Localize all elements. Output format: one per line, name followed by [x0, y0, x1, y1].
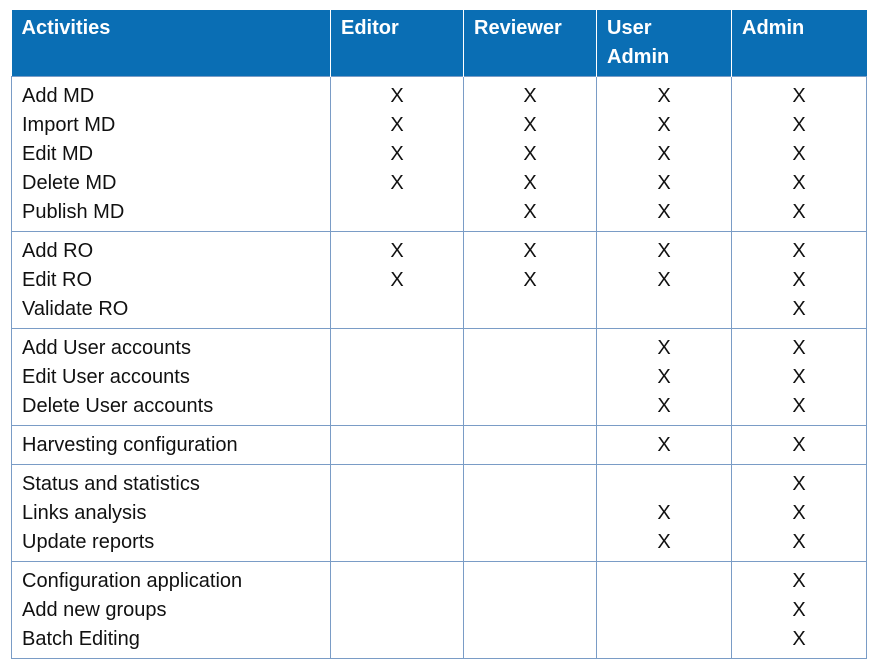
- reviewer-cell: [464, 465, 597, 562]
- activities-cell: [12, 562, 331, 659]
- activity: Add new groups: [22, 599, 167, 621]
- reviewer-mark: [474, 431, 586, 460]
- activity: Edit MD: [22, 143, 94, 165]
- user-admin-mark: X: [657, 114, 671, 136]
- activity: Delete User accounts: [22, 395, 214, 417]
- admin-mark: X: [792, 628, 806, 650]
- editor-mark: X: [390, 172, 404, 194]
- editor-mark: X: [390, 240, 404, 262]
- admin-mark: X: [792, 114, 806, 136]
- activity: Validate RO: [22, 298, 129, 320]
- admin-cell: [732, 232, 867, 329]
- admin-mark: X: [792, 570, 806, 592]
- editor-mark: [341, 295, 453, 324]
- user-admin-mark: X: [657, 337, 671, 359]
- user-admin-mark: [607, 470, 721, 499]
- editor-cell: [331, 426, 464, 465]
- reviewer-cell: [464, 426, 597, 465]
- activity: Import MD: [22, 114, 116, 136]
- reviewer-mark: X: [523, 201, 537, 223]
- editor-cell: [331, 562, 464, 659]
- user-admin-cell: [597, 232, 732, 329]
- admin-mark: X: [792, 531, 806, 553]
- editor-mark: X: [390, 85, 404, 107]
- editor-mark: [341, 567, 453, 596]
- editor-mark: X: [390, 114, 404, 136]
- user-admin-cell: [597, 562, 732, 659]
- activity: Publish MD: [22, 201, 125, 223]
- admin-cell: [732, 465, 867, 562]
- activity: Update reports: [22, 531, 155, 553]
- activities-cell: [12, 232, 331, 329]
- reviewer-cell: [464, 329, 597, 426]
- reviewer-mark: [474, 596, 586, 625]
- admin-mark: X: [792, 240, 806, 262]
- editor-mark: [341, 363, 453, 392]
- header-admin: Admin: [732, 10, 867, 77]
- reviewer-mark: [474, 567, 586, 596]
- reviewer-mark: X: [523, 143, 537, 165]
- editor-mark: [341, 198, 453, 227]
- header-editor: Editor: [331, 10, 464, 77]
- editor-cell: [331, 77, 464, 232]
- admin-mark: X: [792, 269, 806, 291]
- admin-cell: [732, 562, 867, 659]
- reviewer-mark: [474, 392, 586, 421]
- reviewer-mark: X: [523, 172, 537, 194]
- admin-mark: X: [792, 337, 806, 359]
- table-body: [12, 77, 867, 659]
- editor-mark: X: [390, 143, 404, 165]
- user-admin-mark: [607, 295, 721, 324]
- admin-mark: X: [792, 599, 806, 621]
- table-header: [12, 10, 867, 77]
- activity: Edit User accounts: [22, 366, 190, 388]
- reviewer-mark: X: [523, 114, 537, 136]
- reviewer-mark: [474, 625, 586, 654]
- user-admin-mark: X: [657, 269, 671, 291]
- admin-mark: X: [792, 172, 806, 194]
- admin-mark: X: [792, 434, 806, 456]
- editor-mark: [341, 431, 453, 460]
- admin-mark: X: [792, 201, 806, 223]
- reviewer-cell: [464, 77, 597, 232]
- user-admin-cell: [597, 329, 732, 426]
- admin-mark: X: [792, 473, 806, 495]
- reviewer-mark: X: [523, 240, 537, 262]
- user-admin-cell: [597, 426, 732, 465]
- admin-mark: X: [792, 366, 806, 388]
- activity: Links analysis: [22, 502, 147, 524]
- user-admin-mark: X: [657, 531, 671, 553]
- user-admin-cell: [597, 465, 732, 562]
- admin-cell: [732, 329, 867, 426]
- header-row: [12, 10, 867, 77]
- editor-cell: [331, 465, 464, 562]
- user-admin-mark: X: [657, 366, 671, 388]
- editor-cell: [331, 329, 464, 426]
- editor-mark: [341, 392, 453, 421]
- editor-mark: [341, 625, 453, 654]
- table-row: [12, 77, 867, 232]
- table-row: [12, 232, 867, 329]
- reviewer-cell: [464, 562, 597, 659]
- table-row: [12, 426, 867, 465]
- reviewer-mark: [474, 499, 586, 528]
- activities-cell: [12, 465, 331, 562]
- activity: Add MD: [22, 85, 95, 107]
- activity: Add User accounts: [22, 337, 191, 359]
- reviewer-mark: [474, 363, 586, 392]
- editor-mark: [341, 470, 453, 499]
- editor-cell: [331, 232, 464, 329]
- table-row: [12, 329, 867, 426]
- user-admin-mark: X: [657, 143, 671, 165]
- activities-cell: [12, 426, 331, 465]
- reviewer-mark: [474, 295, 586, 324]
- header-reviewer: Reviewer: [464, 10, 597, 77]
- editor-mark: [341, 334, 453, 363]
- reviewer-mark: X: [523, 85, 537, 107]
- activity: Status and statistics: [22, 473, 200, 495]
- admin-mark: X: [792, 298, 806, 320]
- editor-mark: X: [390, 269, 404, 291]
- admin-mark: X: [792, 143, 806, 165]
- activity: Delete MD: [22, 172, 117, 194]
- user-admin-mark: X: [657, 395, 671, 417]
- reviewer-mark: [474, 470, 586, 499]
- user-admin-mark: [607, 567, 721, 596]
- reviewer-mark: X: [523, 269, 537, 291]
- user-admin-mark: X: [657, 85, 671, 107]
- activity: Configuration application: [22, 570, 243, 592]
- user-admin-mark: X: [657, 434, 671, 456]
- activities-cell: [12, 329, 331, 426]
- permissions-table: [11, 10, 867, 659]
- reviewer-mark: [474, 334, 586, 363]
- activity: Add RO: [22, 240, 94, 262]
- user-admin-mark: [607, 596, 721, 625]
- user-admin-mark: X: [657, 172, 671, 194]
- reviewer-cell: [464, 232, 597, 329]
- user-admin-mark: X: [657, 502, 671, 524]
- activity: Batch Editing: [22, 628, 140, 650]
- user-admin-mark: X: [657, 201, 671, 223]
- admin-cell: [732, 77, 867, 232]
- permissions-table-container: [11, 10, 866, 659]
- activity: Edit RO: [22, 269, 93, 291]
- admin-mark: X: [792, 85, 806, 107]
- editor-mark: [341, 596, 453, 625]
- user-admin-mark: [607, 625, 721, 654]
- activities-cell: [12, 77, 331, 232]
- editor-mark: [341, 528, 453, 557]
- user-admin-cell: [597, 77, 732, 232]
- user-admin-mark: X: [657, 240, 671, 262]
- admin-mark: X: [792, 395, 806, 417]
- table-row: [12, 465, 867, 562]
- reviewer-mark: [474, 528, 586, 557]
- header-user-admin-label: User Admin: [607, 17, 670, 68]
- editor-mark: [341, 499, 453, 528]
- activity: Harvesting configuration: [22, 434, 238, 456]
- header-user-admin: [597, 10, 732, 77]
- table-row: [12, 562, 867, 659]
- admin-mark: X: [792, 502, 806, 524]
- header-activities: Activities: [12, 10, 331, 77]
- admin-cell: [732, 426, 867, 465]
